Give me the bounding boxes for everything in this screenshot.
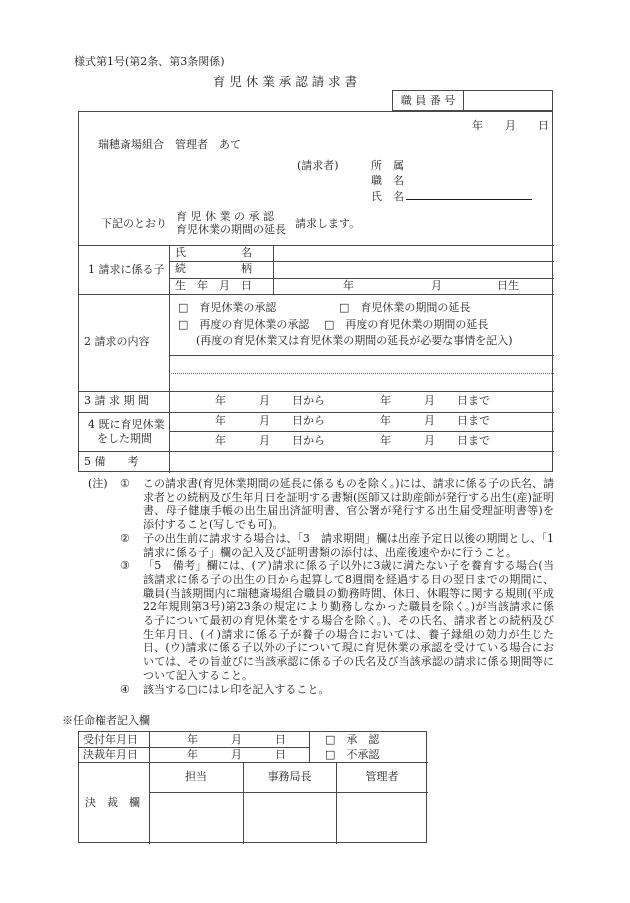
note-2-marker: ②	[120, 531, 130, 545]
relation-label: 続 柄	[175, 262, 252, 276]
row2-label: 2 請求の内容	[84, 335, 150, 349]
authority-heading: ※任命権者記入欄	[62, 714, 150, 727]
previous-leave-period-1[interactable]: 年 月 日から 年 月 日まで	[215, 414, 490, 428]
child-name-label: 氏 名	[175, 245, 252, 259]
approval-checkboxes	[309, 732, 428, 762]
row1-label: 1 請求に係る子	[88, 262, 165, 276]
note-3-marker: ③	[120, 559, 130, 573]
notes-section	[88, 477, 565, 696]
note-4-marker: ④	[120, 682, 130, 696]
authority-table	[78, 731, 427, 843]
decision-date-label: 決裁年月日	[83, 748, 138, 761]
name-input-line[interactable]	[406, 188, 532, 200]
remarks-field[interactable]	[169, 451, 554, 473]
addressee: 瑞穂斎場組合 管理者 あて	[98, 138, 241, 151]
checkbox-approve[interactable]: □ 承 認	[325, 733, 380, 746]
checkbox-re-leave-approval[interactable]: □ 再度の育児休業の承認	[178, 317, 310, 331]
checkbox-leave-approval[interactable]: □ 育児休業の承認	[178, 301, 277, 314]
row5-label: 5 備 考	[84, 454, 139, 468]
note-1-marker: ①	[120, 477, 130, 490]
intro-prefix: 下記のとおり	[101, 216, 167, 230]
checkbox-reject[interactable]: □ 不承認	[325, 748, 380, 761]
reason-instruction: (再度の育児休業又は育児休業の期間の延長が必要な事情を記入)	[196, 334, 513, 347]
receipt-date-field[interactable]: 年 月 日	[187, 733, 286, 746]
signature-cell-jimukyokucho[interactable]	[243, 792, 336, 844]
page-title: 育 児 休 業 承 認 請 求 書	[212, 74, 358, 89]
receipt-date-label: 受付年月日	[83, 733, 138, 746]
col-kanrisha-label: 管理者	[365, 769, 399, 783]
name-label: 氏 名	[371, 190, 404, 203]
decision-date-field[interactable]: 年 月 日	[187, 748, 286, 761]
form-number: 様式第1号(第2条、第3条関係)	[74, 55, 225, 68]
note-2-text: 子の出生前に請求する場合は、「3 請求期間」欄は出産予定日以後の期間とし、「1 請求に係る子」欄の記入及び証明書類の添付は、出産後速やかに行うこと。	[143, 531, 565, 559]
employee-number-box	[392, 90, 553, 111]
birthdate-field[interactable]: 年 月 日生	[343, 278, 519, 292]
affiliation-label: 所 属	[371, 159, 404, 172]
row3-label: 3 請 求 期 間	[84, 394, 149, 408]
request-date-blank[interactable]: 年 月 日	[472, 119, 549, 132]
intro-sentence	[101, 210, 360, 236]
employee-number-label: 職 員 番 号	[393, 91, 464, 110]
note-1-text: この請求書(育児休業期間の延長に係るものを除く。)には、請求に係る子の氏名、請求者との続柄及び生年月日を証明する書類(医師又は助産師が発行する出生(産)証明書、母子健康手帳の出生届出済証明書、官公署が発行する出生届受理証明書等)を添付すること(写しでも可)。	[143, 477, 554, 532]
previous-leave-period-2[interactable]: 年 月 日から 年 月 日まで	[215, 433, 490, 447]
reason-write-area[interactable]	[169, 355, 554, 391]
request-table	[78, 111, 553, 472]
signature-cell-kanrisha[interactable]	[336, 792, 428, 844]
birthdate-label: 生 年 月 日	[175, 278, 252, 292]
col-tanto-label: 担当	[185, 769, 207, 783]
kessai-label: 決 裁 欄	[85, 795, 140, 809]
note-4-text: 該当する□にはレ印を記入すること。	[143, 682, 330, 696]
request-period-field[interactable]: 年 月 日から 年 月 日まで	[215, 394, 490, 408]
notes-label: (注)	[88, 477, 108, 490]
requester-label: (請求者)	[297, 159, 339, 172]
intro-suffix: 請求します。	[295, 216, 361, 230]
job-title-label: 職 名	[371, 174, 404, 187]
checkbox-re-period-extension[interactable]: □ 再度の育児休業の期間の延長	[324, 317, 489, 331]
signature-cell-tanto[interactable]	[149, 792, 243, 844]
row4-label: 4 既に育児休業をした期間	[88, 417, 165, 445]
child-name-field[interactable]	[273, 245, 554, 261]
col-jimukyokucho-label: 事務局長	[267, 769, 312, 783]
relation-field[interactable]	[273, 261, 554, 278]
note-3-text: 「5 備考」欄には、(ア)請求に係る子以外に3歳に満たない子を養育する場合(当該請求に係る子の出生の日から起算して8週間を経過する日の翌日までの期間に、職員(当該期間内に瑞穂斎場組合職員の勤務時間、休日、休暇等に関する規則(平成22年規則第3号)第23条の規定により勤務しなかった職員を除く。)が当該請求に係る子について最初の育児休業をする場合を除く。)、その氏名、請求者との続柄及び生年月日、(イ)請求に係る子が養子の場合においては、養子縁組の効力が生じた日、(ウ)請求に係る子以外の子について現に育児休業の承認を受けている場合においては、その旨並びに当該承認に係る子の氏名及び当該承認の請求に係る期間等について記入すること。	[143, 559, 554, 682]
intro-option-extension: 育児休業の期間の延長	[176, 223, 286, 236]
checkbox-period-extension[interactable]: □ 育児休業の期間の延長	[339, 301, 471, 314]
requester-block	[297, 158, 532, 204]
request-content-options	[169, 294, 554, 355]
employee-number-field[interactable]	[464, 91, 552, 110]
intro-option-approval: 育 児 休 業 の 承 認	[176, 210, 274, 223]
